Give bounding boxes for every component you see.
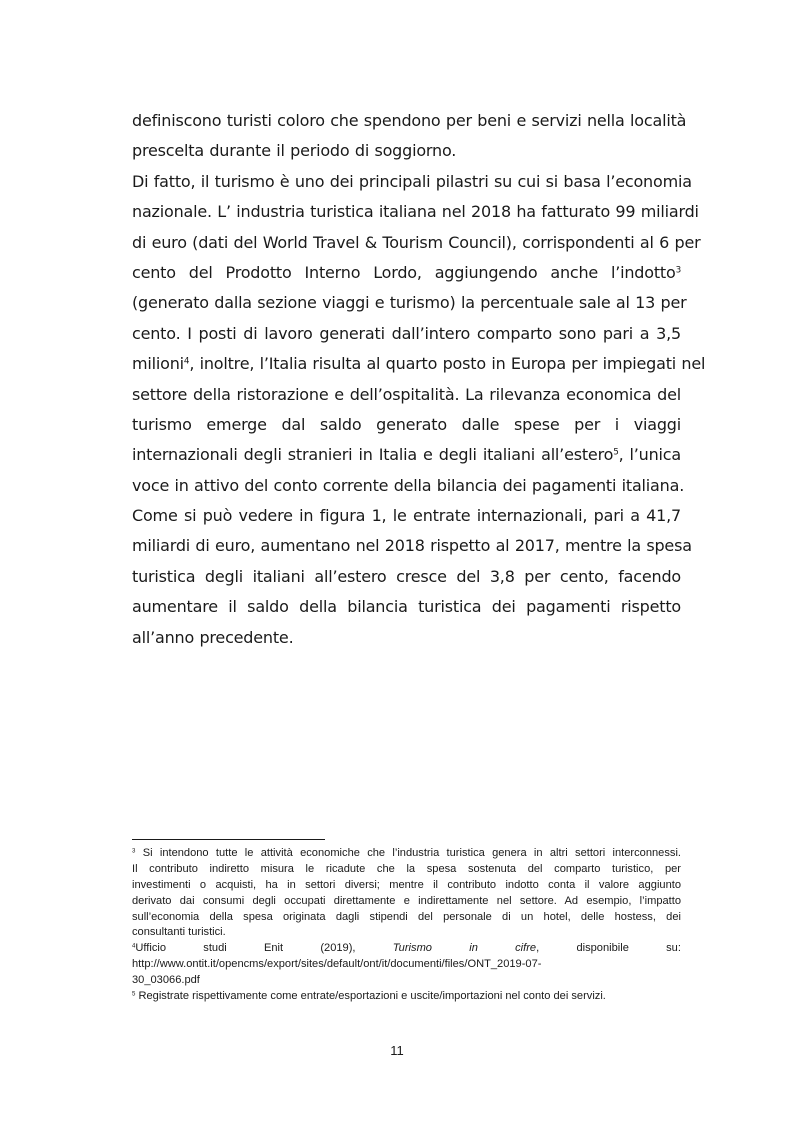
- body-paragraphs: [132, 106, 706, 653]
- footnote-ref-4[interactable]: 4: [183, 356, 190, 367]
- footnote-separator: [132, 839, 325, 840]
- body-line: turistica degli italiani all’estero cresce del 3,8 per cento, facendo: [132, 566, 681, 586]
- body-text-run: milioni: [132, 354, 184, 374]
- body-line: prescelta durante il periodo di soggiorno.: [132, 141, 457, 161]
- body-line: all’anno precedente.: [132, 627, 294, 647]
- footnote-word: Ufficio: [135, 942, 167, 955]
- footnote-word: su:: [666, 942, 681, 955]
- body-line: miliardi di euro, aumentano nel 2018 rispetto al 2017, mentre la spesa: [132, 536, 692, 556]
- body-text-run: cento del Prodotto Interno Lordo, aggiungendo anche l’indotto: [132, 262, 676, 282]
- footnotes: [132, 846, 681, 1005]
- footnote-title-word: in: [469, 942, 478, 955]
- body-line: definiscono turisti coloro che spendono per beni e servizi nella località: [132, 111, 687, 130]
- footnote-3-line: Il contributo indiretto misura le ricadute che la spesa sostenuta del comparto turistico, per: [132, 862, 681, 875]
- footnote-3-line: derivato dai consumi degli occupati direttamente e indirettamente nel settore. Ad esempio, l’impatto: [132, 894, 681, 907]
- footnote-title-word: Turismo: [392, 942, 432, 955]
- footnote-word: Enit: [263, 942, 284, 955]
- body-line: turismo emerge dal saldo generato dalle spese per i viaggi: [132, 414, 681, 434]
- body-line: settore della ristorazione e dell’ospitalità. La rilevanza economica del: [132, 384, 681, 404]
- footnote-title-word: cifre: [515, 942, 537, 955]
- body-line: (generato dalla sezione viaggi e turismo) la percentuale sale al 13 per: [132, 293, 687, 313]
- body-line: voce in attivo del conto corrente della bilancia dei pagamenti italiana.: [132, 475, 685, 495]
- body-line: aumentare il saldo della bilancia turistica dei pagamenti rispetto: [132, 597, 681, 617]
- body-line: Come si può vedere in figura 1, le entrate internazionali, pari a 41,7: [132, 506, 681, 526]
- footnote-ref-3[interactable]: 3: [675, 265, 681, 276]
- footnote-url[interactable]: http://www.ontit.it/opencms/export/sites/default/ont/it/documenti/files/ONT_2019-07-: [132, 958, 542, 971]
- body-text-run: , l’unica: [618, 445, 681, 465]
- footnote-3-line: consultanti turistici.: [132, 926, 226, 939]
- footnote-url[interactable]: 30_03066.pdf: [132, 974, 200, 987]
- footnote-3-line: investimenti o acquisti, ha in settori diversi; mentre il contributo indotto conta il valore aggiunto: [132, 878, 681, 891]
- footnote-3-line: sull’economia della spesa originata dagli stipendi del personale di un hotel, delle hostess, dei: [132, 910, 681, 923]
- footnote-4-line: [132, 941, 681, 957]
- footnote-word: ,: [536, 942, 540, 955]
- page-number: 11: [390, 1043, 404, 1058]
- footnote-ref-5[interactable]: 5: [613, 448, 619, 459]
- body-line: cento. I posti di lavoro generati dall’intero comparto sono pari a 3,5: [132, 323, 681, 343]
- body-text-run: internazionali degli stranieri in Italia e degli italiani all’estero: [132, 445, 614, 465]
- body-line: nazionale. L’ industria turistica italiana nel 2018 ha fatturato 99 miliardi: [132, 202, 699, 222]
- body-line: [132, 349, 706, 379]
- footnote-text: Registrate rispettivamente come entrate/esportazioni e uscite/importazioni nel conto dei servizi.: [138, 990, 606, 1003]
- body-line: [132, 258, 681, 288]
- body-line: di euro (dati del World Travel & Tourism Council), corrispondenti al 6 per: [132, 232, 701, 252]
- footnote-5-line: [132, 989, 681, 1005]
- footnote-3-line: [132, 846, 681, 862]
- footnote-4-marker: 4: [132, 942, 136, 950]
- footnote-word: (2019),: [320, 942, 356, 955]
- footnote-3-marker: 3: [132, 847, 136, 855]
- body-text-run: , inoltre, l’Italia risulta al quarto posto in Europa per impiegati nel: [189, 354, 706, 374]
- footnote-text: Si intendono tutte le attività economiche che l’industria turistica genera in altri settori interconnessi.: [142, 847, 681, 859]
- footnote-5-marker: 5: [132, 990, 136, 998]
- body-line: Di fatto, il turismo è uno dei principali pilastri su cui si basa l’economia: [132, 171, 692, 191]
- footnote-word: studi: [203, 942, 227, 955]
- body-line: [132, 440, 681, 470]
- footnote-word: disponibile: [576, 942, 629, 955]
